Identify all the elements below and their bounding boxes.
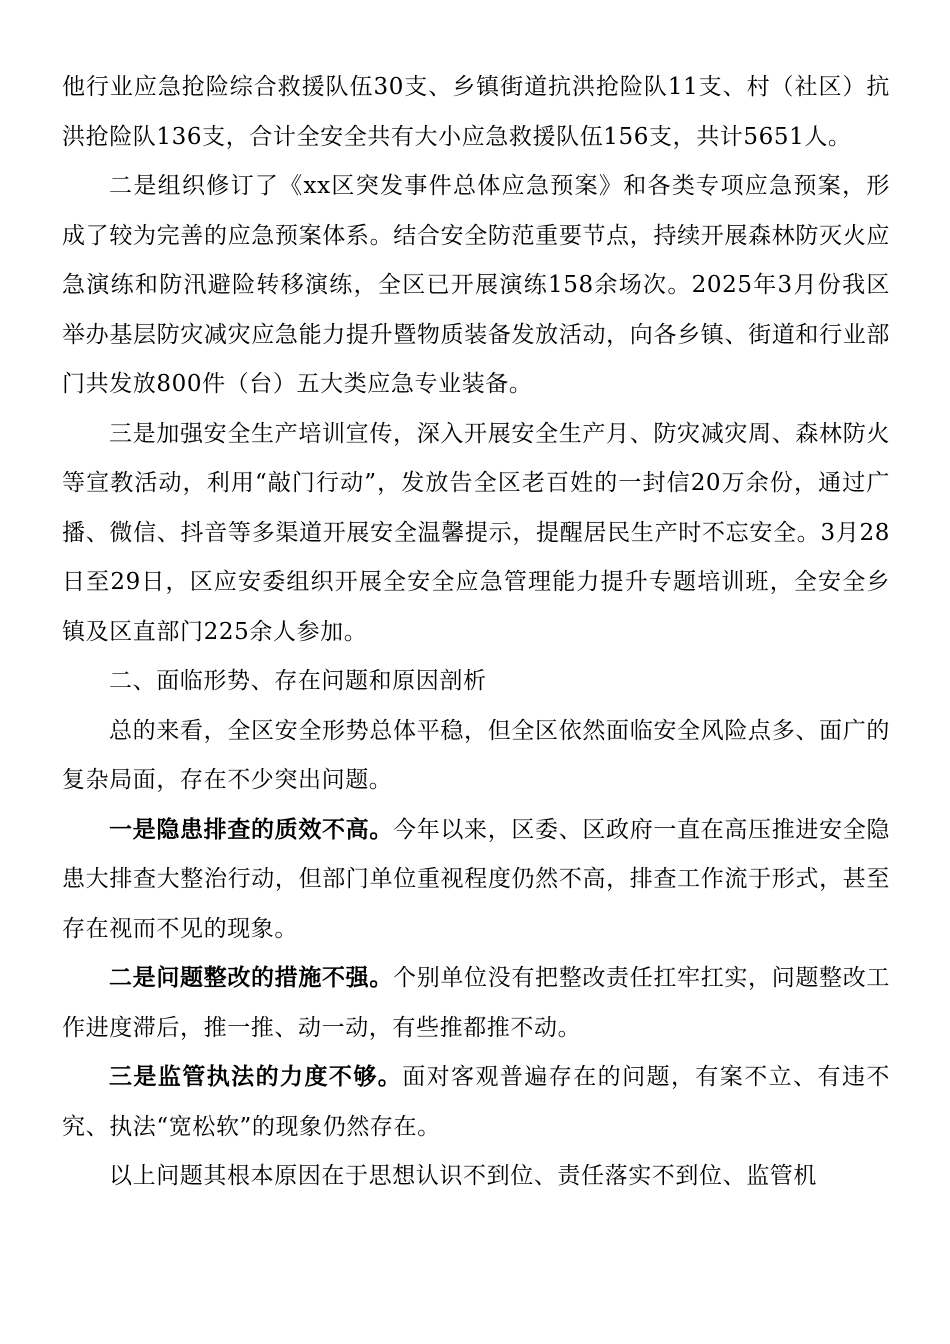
paragraph-text: 面对客观普遍存在的问题，有案不立、有违不究、执法“宽松软”的现象仍然存在。 bbox=[62, 1064, 890, 1140]
problem-title: 二是问题整改的措施不强。 bbox=[109, 965, 394, 991]
paragraph-text: 个别单位没有把整改责任扛牢扛实，问题整改工作进度滞后，推一推、动一动，有些推都推不动。 bbox=[62, 965, 890, 1041]
paragraph-text: 三是加强安全生产培训宣传，深入开展安全生产月、防灾减灾周、森林防火等宣教活动，利用“敲门行动”，发放告全区老百姓的一封信20万余份，通过广播、微信、抖音等多渠道开展安全温馨提示，提醒居民生产时不忘安全。3月28日至29日，区应安委组织开展全安全应急管理能力提升专题培训班，全安全乡镇及区直部门225余人参加。 bbox=[62, 420, 890, 645]
paragraph-problem-1 bbox=[62, 806, 890, 955]
paragraph-text: 总的来看，全区安全形势总体平稳，但全区依然面临安全风险点多、面广的复杂局面，存在不少突出问题。 bbox=[62, 717, 890, 793]
paragraph-rescue-teams bbox=[62, 63, 890, 162]
paragraph-safety-training bbox=[62, 410, 890, 658]
problem-title: 一是隐患排查的质效不高。 bbox=[109, 816, 394, 843]
paragraph-text: 他行业应急抢险综合救援队伍30支、乡镇街道抗洪抢险队11支、村（社区）抗洪抢险队136支，合计全安全共有大小应急救援队伍156支，共计5651人。 bbox=[62, 74, 890, 150]
paragraph-problem-3 bbox=[62, 1053, 890, 1152]
paragraph-emergency-plans bbox=[62, 162, 890, 410]
paragraph-text: 以上问题其根本原因在于思想认识不到位、责任落实不到位、监管机 bbox=[109, 1163, 817, 1189]
section-heading bbox=[62, 657, 890, 707]
paragraph-problem-2 bbox=[62, 954, 890, 1053]
problem-title: 三是监管执法的力度不够。 bbox=[109, 1064, 403, 1090]
paragraph-text: 二是组织修订了《xx区突发事件总体应急预案》和各类专项应急预案，形成了较为完善的应急预案体系。结合安全防范重要节点，持续开展森林防灭火应急演练和防汛避险转移演练，全区已开展演练158余场次。2025年3月份我区举办基层防灾减灾应急能力提升暨物质装备发放活动，向各乡镇、街道和行业部门共发放800件（台）五大类应急专业装备。 bbox=[62, 173, 890, 397]
paragraph-text: 今年以来，区委、区政府一直在高压推进安全隐患大排查大整治行动，但部门单位重视程度仍然不高，排查工作流于形式，甚至存在视而不见的现象。 bbox=[62, 816, 890, 942]
document-page bbox=[62, 63, 890, 1202]
paragraph-root-cause bbox=[62, 1152, 890, 1202]
paragraph-overview bbox=[62, 707, 890, 806]
section-heading-text: 二、面临形势、存在问题和原因剖析 bbox=[109, 668, 487, 694]
